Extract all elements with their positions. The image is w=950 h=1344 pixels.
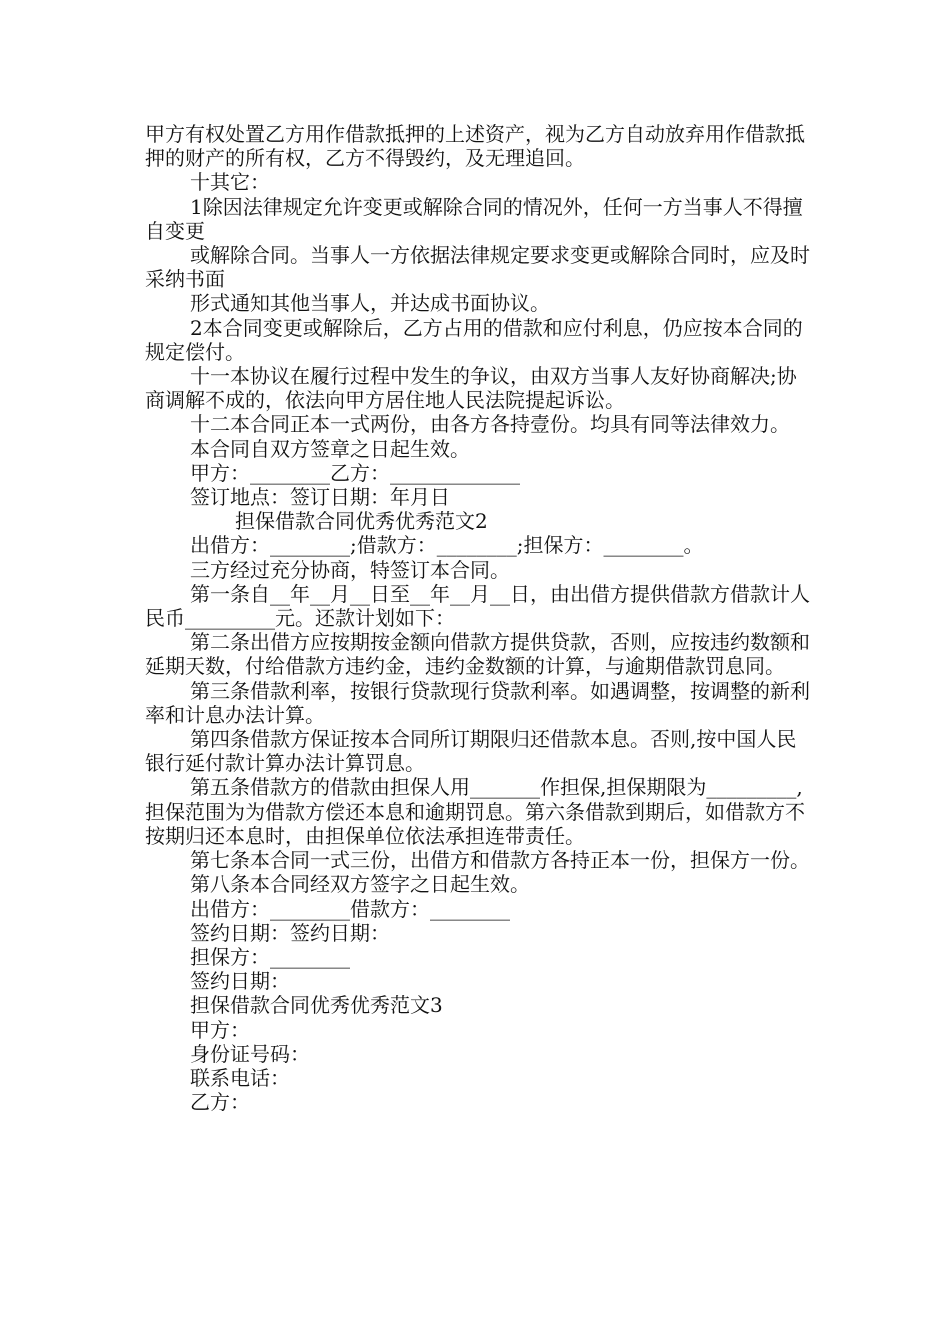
article: 第三条借款利率，按银行贷款现行贷款利率。如遇调整，按调整的新利率和计息办法计算。 bbox=[145, 678, 810, 727]
article: 第七条本合同一式三份，出借方和借款方各持正本一份，担保方一份。 bbox=[190, 848, 810, 873]
parties-line: 出借方：________;借款方：________;担保方：________。 bbox=[190, 533, 704, 558]
signature-line: 甲方：________乙方：_____________ bbox=[190, 460, 520, 485]
section-title: 担保借款合同优秀优秀范文2 bbox=[235, 509, 488, 534]
section-heading: 十其它： bbox=[190, 170, 270, 195]
article: 第二条出借方应按期按金额向借款方提供贷款，否则，应按违约数额和延期天数，付给借款方违约金，违约金数额的计算，与逾期借款罚息同。 bbox=[145, 630, 810, 679]
paragraph: 2本合同变更或解除后，乙方占用的借款和应付利息，仍应按本合同的规定偿付。 bbox=[145, 315, 803, 364]
paragraph: 本合同自双方签章之日起生效。 bbox=[190, 436, 470, 461]
section-title: 担保借款合同优秀优秀范文3 bbox=[190, 993, 443, 1018]
article: 第一条自__年__月__日至__年__月__日，由出借方提供借款方借款计人民币_________元。还款计划如下： bbox=[145, 581, 810, 631]
document-body bbox=[145, 122, 815, 1114]
field-label: 身份证号码： bbox=[190, 1041, 310, 1066]
signature-line: 出借方：________借款方：________ bbox=[190, 896, 510, 921]
signature-line: 担保方：________ bbox=[190, 944, 350, 969]
paragraph: 十一本协议在履行过程中发生的争议，由双方当事人友好协商解决;协商调解不成的，依法向甲方居住地人民法院提起诉讼。 bbox=[145, 364, 797, 413]
signature-line: 签约日期：签约日期： bbox=[190, 920, 390, 945]
article: 第五条借款方的借款由担保人用_______作担保,担保期限为_________,担保范围为为借款方偿还本息和逾期罚息。第六条借款到期后，如借款方不按期归还本息时，由担保单位依法承担连带责任。 bbox=[145, 775, 805, 848]
signature-line: 签订地点：签订日期：年月日 bbox=[190, 485, 450, 510]
article: 第八条本合同经双方签字之日起生效。 bbox=[190, 872, 530, 897]
paragraph: 甲方有权处置乙方用作借款抵押的上述资产，视为乙方自动放弃用作借款抵押的财产的所有权，乙方不得毁约，及无理追回。 bbox=[145, 122, 805, 171]
field-label: 乙方： bbox=[190, 1090, 250, 1115]
paragraph: 1除因法律规定允许变更或解除合同的情况外，任何一方当事人不得擅自变更 bbox=[145, 194, 803, 243]
paragraph: 十二本合同正本一式两份，由各方各持壹份。均具有同等法律效力。 bbox=[190, 412, 790, 437]
article: 第四条借款方保证按本合同所订期限归还借款本息。否则,按中国人民银行延付款计算办法计算罚息。 bbox=[145, 727, 797, 776]
field-label: 甲方： bbox=[190, 1017, 250, 1042]
field-label: 联系电话： bbox=[190, 1065, 290, 1090]
paragraph: 三方经过充分协商，特签订本合同。 bbox=[190, 557, 510, 582]
paragraph: 或解除合同。当事人一方依据法律规定要求变更或解除合同时，应及时采纳书面 bbox=[145, 243, 810, 292]
signature-line: 签约日期： bbox=[190, 969, 290, 994]
paragraph: 形式通知其他当事人，并达成书面协议。 bbox=[190, 291, 550, 316]
